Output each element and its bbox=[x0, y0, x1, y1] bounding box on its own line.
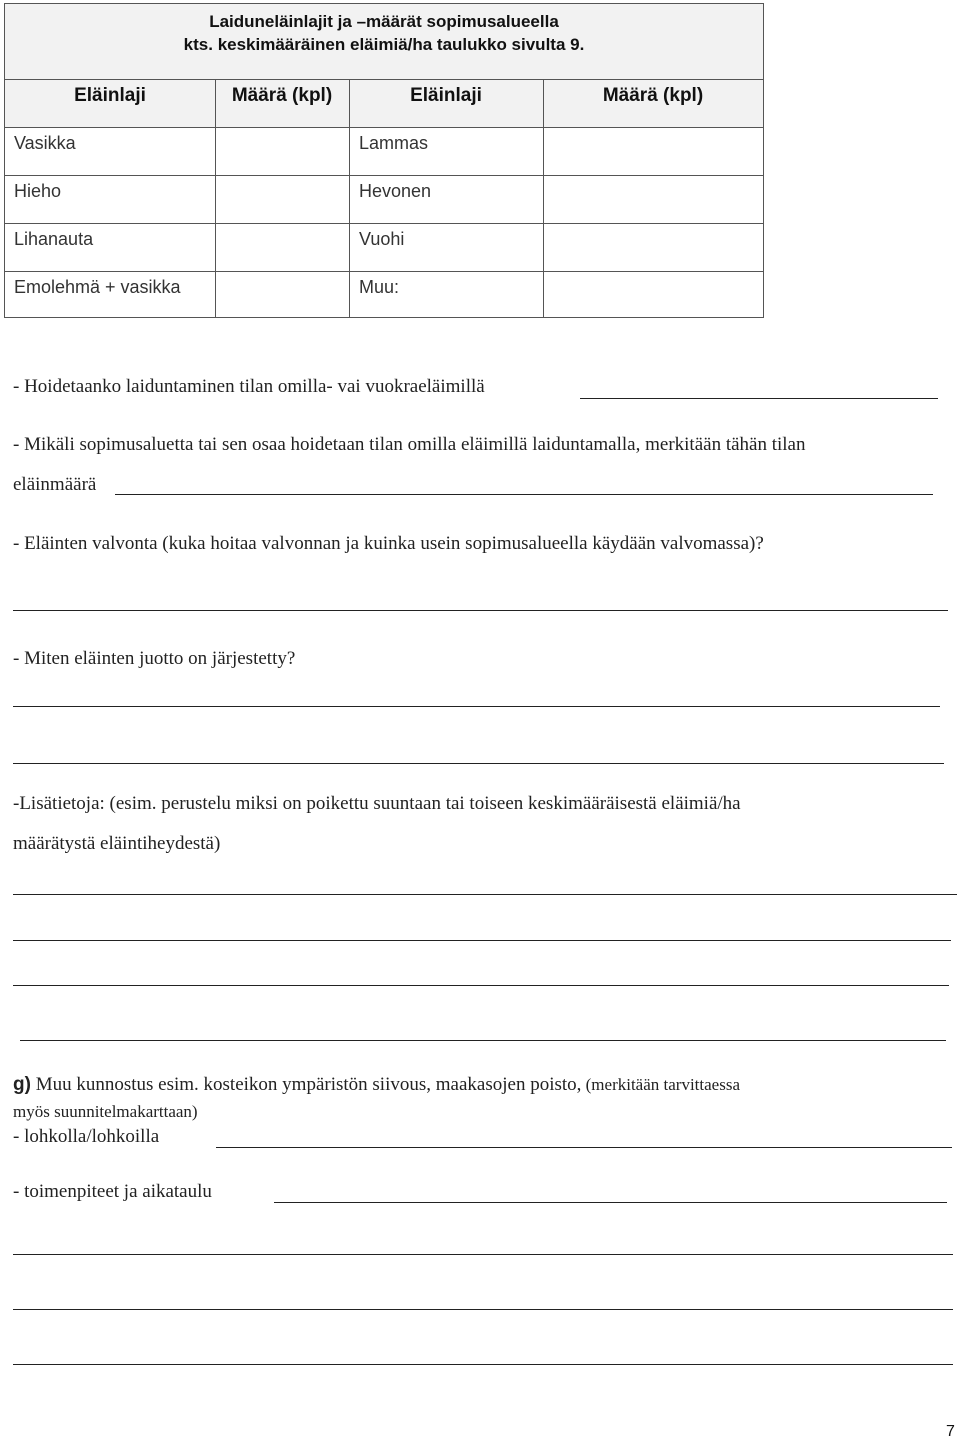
answer-line[interactable] bbox=[13, 894, 957, 895]
section-g-note: (merkitään tarvittaessa bbox=[581, 1075, 740, 1094]
answer-line[interactable] bbox=[115, 494, 933, 495]
answer-line[interactable] bbox=[13, 763, 944, 764]
column-divider bbox=[349, 80, 350, 317]
species-cell: Muu: bbox=[359, 277, 400, 297]
answer-line[interactable] bbox=[13, 1254, 953, 1255]
header-species-2: Eläinlaji bbox=[410, 85, 482, 106]
table-title-line1: Laiduneläinlajit ja –määrät sopimusalueella bbox=[209, 12, 559, 31]
species-cell: Hieho bbox=[14, 181, 62, 201]
section-g-note-cont: myös suunnitelmakarttaan) bbox=[13, 1102, 198, 1121]
answer-line[interactable] bbox=[20, 1040, 946, 1041]
answer-line[interactable] bbox=[13, 706, 940, 707]
species-cell: Vasikka bbox=[14, 133, 76, 153]
section-g-plots-label: - lohkolla/lohkoilla bbox=[13, 1126, 160, 1147]
answer-line[interactable] bbox=[13, 610, 948, 611]
table-header-row bbox=[5, 80, 763, 128]
question-animal-supervision: - Eläinten valvonta (kuka hoitaa valvonnan ja kuinka usein sopimusalueella käydään valvomassa)? bbox=[13, 533, 764, 554]
header-species-1: Eläinlaji bbox=[74, 85, 146, 106]
section-g-heading bbox=[13, 1074, 740, 1096]
answer-line[interactable] bbox=[274, 1202, 947, 1203]
question-own-animals: - Mikäli sopimusaluetta tai sen osaa hoidetaan tilan omilla eläimillä laiduntamalla, merkitään tähän tilan bbox=[13, 434, 806, 455]
section-g-letter: g) bbox=[13, 1074, 31, 1095]
table-row bbox=[5, 128, 763, 176]
species-cell: Lammas bbox=[359, 133, 429, 153]
header-count-1: Määrä (kpl) bbox=[231, 85, 333, 106]
species-cell: Vuohi bbox=[359, 229, 405, 249]
question-own-animals-cont: eläinmäärä bbox=[13, 474, 97, 495]
question-additional-info-cont: määrätystä eläintiheydestä) bbox=[13, 833, 221, 854]
section-g-text: Muu kunnostus esim. kosteikon ympäristön siivous, maakasojen poisto, bbox=[30, 1074, 582, 1095]
answer-line[interactable] bbox=[580, 398, 938, 399]
section-g-actions-label: - toimenpiteet ja aikataulu bbox=[13, 1181, 212, 1202]
species-cell: Lihanauta bbox=[14, 229, 94, 249]
question-additional-info: -Lisätietoja: (esim. perustelu miksi on poikettu suuntaan tai toiseen keskimääräisestä eläimiä/ha bbox=[13, 793, 741, 814]
answer-line[interactable] bbox=[13, 1309, 953, 1310]
answer-line[interactable] bbox=[13, 985, 949, 986]
page-number: 7 bbox=[946, 1423, 955, 1440]
table-row bbox=[5, 272, 763, 320]
answer-line[interactable] bbox=[13, 1364, 953, 1365]
species-cell: Hevonen bbox=[359, 181, 432, 201]
table-row bbox=[5, 176, 763, 224]
column-divider bbox=[215, 80, 216, 317]
table-title-line2: kts. keskimääräinen eläimiä/ha taulukko sivulta 9. bbox=[183, 35, 585, 54]
answer-line[interactable] bbox=[216, 1147, 952, 1148]
question-grazing-animals: - Hoidetaanko laiduntaminen tilan omilla- vai vuokraeläimillä bbox=[13, 376, 485, 397]
question-watering: - Miten eläinten juotto on järjestetty? bbox=[13, 648, 296, 669]
table-row bbox=[5, 224, 763, 272]
column-divider bbox=[543, 80, 544, 317]
table-title bbox=[5, 4, 763, 80]
header-count-2: Määrä (kpl) bbox=[602, 85, 704, 106]
answer-line[interactable] bbox=[13, 940, 951, 941]
livestock-table bbox=[4, 3, 764, 318]
species-cell: Emolehmä + vasikka bbox=[14, 277, 181, 297]
